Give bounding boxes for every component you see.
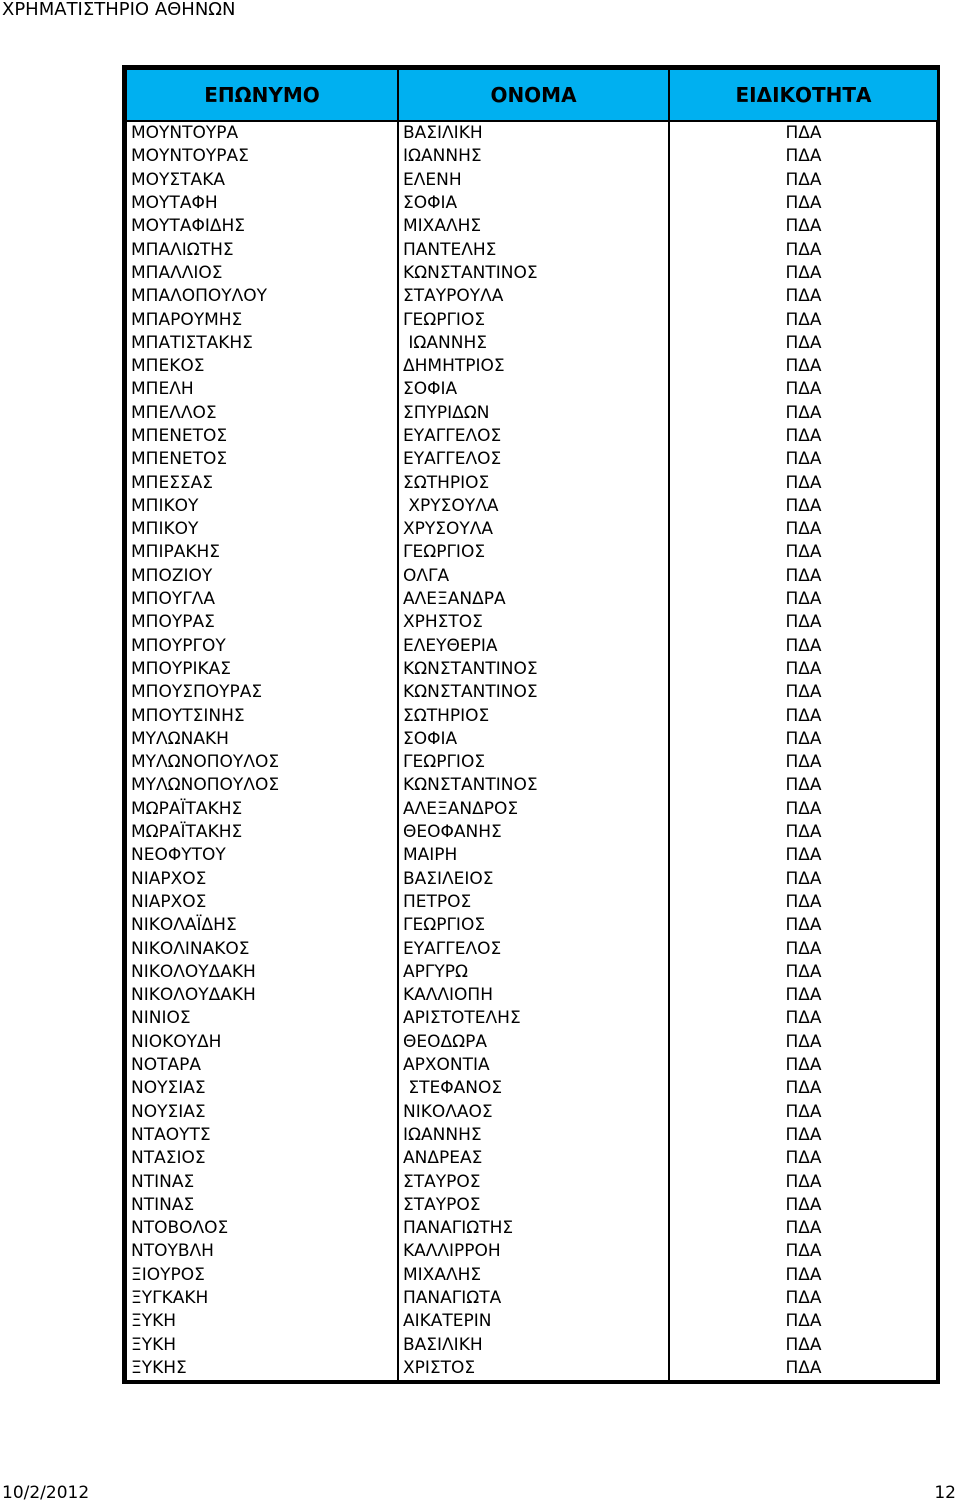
cell-specialty: ΠΔΑ: [669, 215, 938, 238]
table-body: [126, 121, 938, 1380]
table-row: [126, 774, 938, 797]
table-row: [126, 1357, 938, 1380]
cell-name: ΝΙΚΟΛΑΟΣ: [398, 1100, 669, 1123]
cell-surname: ΜΩΡΑΪΤΑΚΗΣ: [126, 798, 398, 821]
cell-surname: ΜΠΟΥΡΑΣ: [126, 611, 398, 634]
cell-surname: ΝΙΚΟΛΑΪΔΗΣ: [126, 914, 398, 937]
cell-surname: ΜΠΕΝΕΤΟΣ: [126, 425, 398, 448]
cell-name: ΜΙΧΑΛΗΣ: [398, 215, 669, 238]
cell-name: ΧΡΥΣΟΥΛΑ: [398, 518, 669, 541]
cell-surname: ΜΥΛΩΝΟΠΟΥΛΟΣ: [126, 751, 398, 774]
cell-surname: ΜΟΥΤΑΦΗ: [126, 192, 398, 215]
cell-surname: ΜΠΙΡΑΚΗΣ: [126, 541, 398, 564]
cell-name: ΑΡΓΥΡΩ: [398, 961, 669, 984]
table-row: [126, 1054, 938, 1077]
cell-name: ΚΑΛΛΙΡΡΟΗ: [398, 1240, 669, 1263]
cell-name: ΒΑΣΙΛΕΙΟΣ: [398, 868, 669, 891]
cell-specialty: ΠΔΑ: [669, 169, 938, 192]
cell-surname: ΜΠΟΥΣΠΟΥΡΑΣ: [126, 681, 398, 704]
cell-specialty: ΠΔΑ: [669, 238, 938, 261]
cell-surname: ΝΙΚΟΛΙΝΑΚΟΣ: [126, 937, 398, 960]
cell-surname: ΜΠΕΛΗ: [126, 378, 398, 401]
cell-specialty: ΠΔΑ: [669, 448, 938, 471]
table-row: [126, 1333, 938, 1356]
cell-surname: ΜΠΟΖΙΟΥ: [126, 565, 398, 588]
cell-name: ΣΩΤΗΡΙΟΣ: [398, 704, 669, 727]
cell-name: ΑΝΔΡΕΑΣ: [398, 1147, 669, 1170]
cell-surname: ΜΟΥΤΑΦΙΔΗΣ: [126, 215, 398, 238]
cell-name: ΧΡΗΣΤΟΣ: [398, 611, 669, 634]
cell-surname: ΜΠΕΛΛΟΣ: [126, 402, 398, 425]
cell-name: ΑΡΧΟΝΤΙΑ: [398, 1054, 669, 1077]
cell-name: ΣΟΦΙΑ: [398, 192, 669, 215]
cell-surname: ΜΠΙΚΟΥ: [126, 518, 398, 541]
cell-surname: ΝΟΥΣΙΑΣ: [126, 1077, 398, 1100]
cell-surname: ΜΠΙΚΟΥ: [126, 495, 398, 518]
cell-name: ΣΟΦΙΑ: [398, 728, 669, 751]
cell-surname: ΜΠΟΥΓΛΑ: [126, 588, 398, 611]
personnel-table: [125, 68, 939, 1380]
cell-name: ΧΡΙΣΤΟΣ: [398, 1357, 669, 1380]
table-row: [126, 1264, 938, 1287]
cell-name: ΠΑΝΑΓΙΩΤΗΣ: [398, 1217, 669, 1240]
table-row: [126, 588, 938, 611]
cell-surname: ΜΠΟΥΤΣΙΝΗΣ: [126, 704, 398, 727]
cell-specialty: ΠΔΑ: [669, 1124, 938, 1147]
table-row: [126, 821, 938, 844]
cell-name: ΙΩΑΝΝΗΣ: [398, 1124, 669, 1147]
cell-surname: ΝΤΙΝΑΣ: [126, 1170, 398, 1193]
table-row: [126, 495, 938, 518]
table-row: [126, 425, 938, 448]
table-row: [126, 1194, 938, 1217]
cell-specialty: ΠΔΑ: [669, 635, 938, 658]
cell-surname: ΝΟΥΣΙΑΣ: [126, 1100, 398, 1123]
table-row: [126, 262, 938, 285]
cell-specialty: ΠΔΑ: [669, 588, 938, 611]
cell-name: ΣΩΤΗΡΙΟΣ: [398, 471, 669, 494]
cell-surname: ΜΥΛΩΝΑΚΗ: [126, 728, 398, 751]
table-row: [126, 1147, 938, 1170]
cell-surname: ΜΠΑΤΙΣΤΑΚΗΣ: [126, 332, 398, 355]
table-row: [126, 635, 938, 658]
cell-specialty: ΠΔΑ: [669, 1194, 938, 1217]
table-row: [126, 518, 938, 541]
cell-name: ΒΑΣΙΛΙΚΗ: [398, 1333, 669, 1356]
cell-name: ΕΥΑΓΓΕΛΟΣ: [398, 425, 669, 448]
table-row: [126, 238, 938, 261]
cell-specialty: ΠΔΑ: [669, 751, 938, 774]
cell-surname: ΝΤΑΟΥΤΣ: [126, 1124, 398, 1147]
cell-name: ΚΩΝΣΤΑΝΤΙΝΟΣ: [398, 774, 669, 797]
table-row: [126, 751, 938, 774]
page-number: 12: [934, 1483, 956, 1503]
cell-name: ΑΙΚΑΤΕΡΙΝ: [398, 1310, 669, 1333]
cell-specialty: ΠΔΑ: [669, 145, 938, 168]
table-row: [126, 378, 938, 401]
table-row: [126, 541, 938, 564]
table-row: [126, 1217, 938, 1240]
cell-specialty: ΠΔΑ: [669, 1147, 938, 1170]
cell-name: ΓΕΩΡΓΙΟΣ: [398, 751, 669, 774]
cell-name: ΙΩΑΝΝΗΣ: [398, 332, 669, 355]
cell-surname: ΝΙΚΟΛΟΥΔΑΚΗ: [126, 984, 398, 1007]
cell-specialty: ΠΔΑ: [669, 914, 938, 937]
cell-surname: ΜΟΥΝΤΟΥΡΑ: [126, 121, 398, 145]
cell-name: ΓΕΩΡΓΙΟΣ: [398, 308, 669, 331]
cell-specialty: ΠΔΑ: [669, 1287, 938, 1310]
cell-name: ΑΛΕΞΑΝΔΡΟΣ: [398, 798, 669, 821]
table-row: [126, 565, 938, 588]
cell-specialty: ΠΔΑ: [669, 728, 938, 751]
cell-name: ΕΛΕΥΘΕΡΙΑ: [398, 635, 669, 658]
table-row: [126, 1310, 938, 1333]
cell-name: ΜΑΙΡΗ: [398, 844, 669, 867]
table-header-row: [126, 69, 938, 121]
cell-specialty: ΠΔΑ: [669, 121, 938, 145]
cell-specialty: ΠΔΑ: [669, 495, 938, 518]
cell-name: ΚΩΝΣΤΑΝΤΙΝΟΣ: [398, 681, 669, 704]
cell-surname: ΞΙΟΥΡΟΣ: [126, 1264, 398, 1287]
table-row: [126, 169, 938, 192]
cell-name: ΣΤΑΥΡΟΣ: [398, 1194, 669, 1217]
cell-name: ΠΑΝΤΕΛΗΣ: [398, 238, 669, 261]
cell-specialty: ΠΔΑ: [669, 1007, 938, 1030]
table-row: [126, 448, 938, 471]
cell-specialty: ΠΔΑ: [669, 285, 938, 308]
table-row: [126, 402, 938, 425]
cell-specialty: ΠΔΑ: [669, 798, 938, 821]
cell-name: ΑΡΙΣΤΟΤΕΛΗΣ: [398, 1007, 669, 1030]
cell-name: ΠΑΝΑΓΙΩΤΑ: [398, 1287, 669, 1310]
table-row: [126, 681, 938, 704]
cell-specialty: ΠΔΑ: [669, 704, 938, 727]
cell-name: ΜΙΧΑΛΗΣ: [398, 1264, 669, 1287]
cell-surname: ΝΤΑΣΙΟΣ: [126, 1147, 398, 1170]
table-row: [126, 355, 938, 378]
cell-specialty: ΠΔΑ: [669, 984, 938, 1007]
cell-name: ΣΠΥΡΙΔΩΝ: [398, 402, 669, 425]
cell-surname: ΜΠΟΥΡΓΟΥ: [126, 635, 398, 658]
column-header-surname: ΕΠΩΝΥΜΟ: [126, 69, 398, 121]
table-row: [126, 868, 938, 891]
column-header-name: ΟΝΟΜΑ: [398, 69, 669, 121]
cell-surname: ΜΠΟΥΡΙΚΑΣ: [126, 658, 398, 681]
cell-specialty: ΠΔΑ: [669, 518, 938, 541]
cell-specialty: ΠΔΑ: [669, 332, 938, 355]
table-row: [126, 728, 938, 751]
cell-specialty: ΠΔΑ: [669, 1217, 938, 1240]
cell-surname: ΝΕΟΦΥΤΟΥ: [126, 844, 398, 867]
cell-specialty: ΠΔΑ: [669, 821, 938, 844]
cell-specialty: ΠΔΑ: [669, 262, 938, 285]
column-header-specialty: ΕΙΔΙΚΟΤΗΤΑ: [669, 69, 938, 121]
cell-name: ΚΑΛΛΙΟΠΗ: [398, 984, 669, 1007]
cell-name: ΓΕΩΡΓΙΟΣ: [398, 541, 669, 564]
cell-surname: ΜΠΑΛΟΠΟΥΛΟΥ: [126, 285, 398, 308]
cell-surname: ΜΠΕΚΟΣ: [126, 355, 398, 378]
cell-specialty: ΠΔΑ: [669, 1240, 938, 1263]
cell-specialty: ΠΔΑ: [669, 402, 938, 425]
cell-specialty: ΠΔΑ: [669, 611, 938, 634]
table-row: [126, 658, 938, 681]
cell-surname: ΝΤΟΒΟΛΟΣ: [126, 1217, 398, 1240]
table-row: [126, 914, 938, 937]
table-row: [126, 937, 938, 960]
cell-specialty: ΠΔΑ: [669, 471, 938, 494]
cell-specialty: ΠΔΑ: [669, 1310, 938, 1333]
table-row: [126, 1031, 938, 1054]
footer-date: 10/2/2012: [2, 1483, 90, 1503]
cell-surname: ΜΠΑΡΟΥΜΗΣ: [126, 308, 398, 331]
cell-specialty: ΠΔΑ: [669, 891, 938, 914]
cell-name: ΧΡΥΣΟΥΛΑ: [398, 495, 669, 518]
cell-surname: ΜΠΑΛΛΙΟΣ: [126, 262, 398, 285]
cell-surname: ΞΥΚΗ: [126, 1333, 398, 1356]
cell-specialty: ΠΔΑ: [669, 1054, 938, 1077]
table-row: [126, 1077, 938, 1100]
table-row: [126, 798, 938, 821]
cell-surname: ΞΥΓΚΑΚΗ: [126, 1287, 398, 1310]
cell-name: ΚΩΝΣΤΑΝΤΙΝΟΣ: [398, 658, 669, 681]
cell-specialty: ΠΔΑ: [669, 425, 938, 448]
cell-specialty: ΠΔΑ: [669, 192, 938, 215]
cell-specialty: ΠΔΑ: [669, 378, 938, 401]
cell-surname: ΜΟΥΣΤΑΚΑ: [126, 169, 398, 192]
cell-name: ΣΤΑΥΡΟΥΛΑ: [398, 285, 669, 308]
table-row: [126, 1124, 938, 1147]
cell-specialty: ΠΔΑ: [669, 1333, 938, 1356]
table-row: [126, 285, 938, 308]
cell-surname: ΞΥΚΗΣ: [126, 1357, 398, 1380]
cell-specialty: ΠΔΑ: [669, 658, 938, 681]
table-row: [126, 704, 938, 727]
table-row: [126, 1287, 938, 1310]
personnel-table-frame: [122, 65, 940, 1384]
cell-surname: ΝΟΤΑΡΑ: [126, 1054, 398, 1077]
table-row: [126, 332, 938, 355]
table-row: [126, 844, 938, 867]
cell-specialty: ΠΔΑ: [669, 937, 938, 960]
cell-surname: ΜΠΕΝΕΤΟΣ: [126, 448, 398, 471]
cell-specialty: ΠΔΑ: [669, 1170, 938, 1193]
table-row: [126, 1100, 938, 1123]
cell-name: ΑΛΕΞΑΝΔΡΑ: [398, 588, 669, 611]
table-row: [126, 611, 938, 634]
cell-name: ΔΗΜΗΤΡΙΟΣ: [398, 355, 669, 378]
cell-name: ΕΛΕΝΗ: [398, 169, 669, 192]
cell-specialty: ΠΔΑ: [669, 1031, 938, 1054]
table-row: [126, 1240, 938, 1263]
cell-specialty: ΠΔΑ: [669, 565, 938, 588]
cell-name: ΓΕΩΡΓΙΟΣ: [398, 914, 669, 937]
cell-specialty: ΠΔΑ: [669, 868, 938, 891]
table-row: [126, 308, 938, 331]
cell-name: ΟΛΓΑ: [398, 565, 669, 588]
cell-surname: ΝΙΟΚΟΥΔΗ: [126, 1031, 398, 1054]
cell-name: ΣΟΦΙΑ: [398, 378, 669, 401]
table-row: [126, 145, 938, 168]
cell-name: ΕΥΑΓΓΕΛΟΣ: [398, 448, 669, 471]
cell-name: ΣΤΑΥΡΟΣ: [398, 1170, 669, 1193]
cell-specialty: ΠΔΑ: [669, 355, 938, 378]
cell-surname: ΜΩΡΑΪΤΑΚΗΣ: [126, 821, 398, 844]
cell-surname: ΜΥΛΩΝΟΠΟΥΛΟΣ: [126, 774, 398, 797]
table-row: [126, 215, 938, 238]
cell-surname: ΝΙΑΡΧΟΣ: [126, 868, 398, 891]
cell-specialty: ΠΔΑ: [669, 774, 938, 797]
cell-name: ΙΩΑΝΝΗΣ: [398, 145, 669, 168]
cell-name: ΕΥΑΓΓΕΛΟΣ: [398, 937, 669, 960]
cell-surname: ΞΥΚΗ: [126, 1310, 398, 1333]
cell-specialty: ΠΔΑ: [669, 1357, 938, 1380]
cell-specialty: ΠΔΑ: [669, 1100, 938, 1123]
cell-surname: ΝΤΟΥΒΛΗ: [126, 1240, 398, 1263]
cell-name: ΘΕΟΦΑΝΗΣ: [398, 821, 669, 844]
cell-surname: ΝΤΙΝΑΣ: [126, 1194, 398, 1217]
cell-specialty: ΠΔΑ: [669, 1077, 938, 1100]
cell-name: ΚΩΝΣΤΑΝΤΙΝΟΣ: [398, 262, 669, 285]
table-row: [126, 891, 938, 914]
table-row: [126, 984, 938, 1007]
cell-name: ΒΑΣΙΛΙΚΗ: [398, 121, 669, 145]
cell-surname: ΝΙΝΙΟΣ: [126, 1007, 398, 1030]
cell-surname: ΜΠΕΣΣΑΣ: [126, 471, 398, 494]
cell-specialty: ΠΔΑ: [669, 1264, 938, 1287]
cell-surname: ΜΟΥΝΤΟΥΡΑΣ: [126, 145, 398, 168]
cell-name: ΣΤΕΦΑΝΟΣ: [398, 1077, 669, 1100]
cell-name: ΠΕΤΡΟΣ: [398, 891, 669, 914]
cell-name: ΘΕΟΔΩΡΑ: [398, 1031, 669, 1054]
cell-specialty: ΠΔΑ: [669, 844, 938, 867]
table-row: [126, 121, 938, 145]
cell-surname: ΝΙΚΟΛΟΥΔΑΚΗ: [126, 961, 398, 984]
table-row: [126, 1007, 938, 1030]
table-row: [126, 961, 938, 984]
cell-specialty: ΠΔΑ: [669, 541, 938, 564]
cell-surname: ΝΙΑΡΧΟΣ: [126, 891, 398, 914]
cell-specialty: ΠΔΑ: [669, 961, 938, 984]
table-row: [126, 1170, 938, 1193]
table-row: [126, 192, 938, 215]
cell-specialty: ΠΔΑ: [669, 681, 938, 704]
cell-surname: ΜΠΑΛΙΩΤΗΣ: [126, 238, 398, 261]
table-row: [126, 471, 938, 494]
cell-specialty: ΠΔΑ: [669, 308, 938, 331]
document-title: ΧΡΗΜΑΤΙΣΤΗΡΙΟ ΑΘΗΝΩΝ: [2, 0, 236, 20]
